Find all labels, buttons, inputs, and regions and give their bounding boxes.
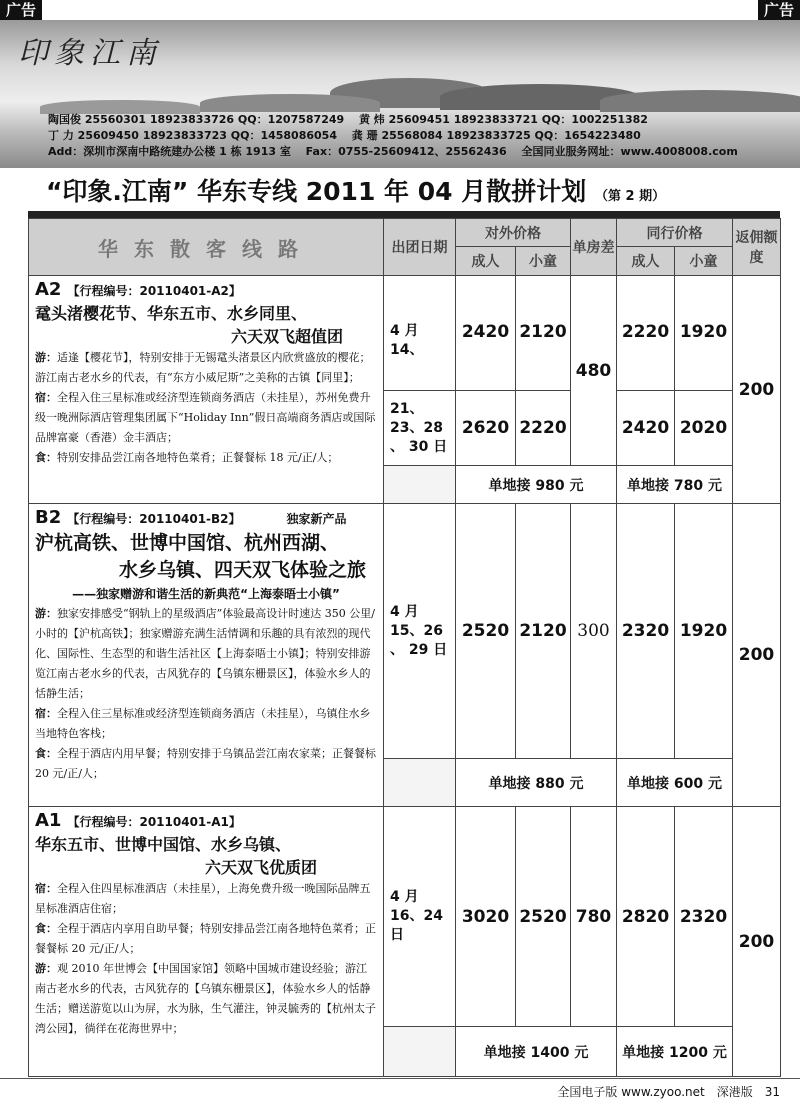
local-outside-price: 单地接 980 元 bbox=[456, 466, 617, 504]
route-number: 【行程编号：20110401-A2】 bbox=[67, 284, 241, 298]
issue-number: （第 2 期） bbox=[594, 189, 666, 204]
single-room-fee: 780 bbox=[571, 807, 617, 1027]
detail-tour: 游：独家安排感受“钢轨上的星级酒店”体验最高设计时速达 350 公里/小时的【沪杭高铁】；独家赠游充满生活情调和乐趣的具有浓烈的现代化、国际性、生态型的和谐生活社区【上海泰晤士小镇】；特别安排游览江南古老水乡的代表，古风犹存的【乌镇东栅景区】，体验水乡人的恬静生活； bbox=[35, 607, 375, 700]
header-adult: 成人 bbox=[456, 247, 516, 276]
footer-text: 全国电子版 www.zyoo.net 深港版 31 bbox=[557, 1085, 780, 1099]
local-outside-price: 单地接 1400 元 bbox=[456, 1027, 617, 1077]
local-peer-price: 单地接 1200 元 bbox=[617, 1027, 733, 1077]
price-adult: 2420 bbox=[456, 276, 516, 391]
peer-price-child: 2320 bbox=[675, 807, 733, 1027]
route-description bbox=[29, 276, 384, 504]
route-code: B2 bbox=[35, 507, 62, 528]
single-room-fee: 300 bbox=[571, 504, 617, 759]
detail-hotel: 宿：全程入住三星标准或经济型连锁商务酒店（未挂星），乌镇住水乡当地特色客栈； bbox=[35, 707, 371, 740]
local-peer-price: 单地接 600 元 bbox=[617, 759, 733, 807]
local-outside-price: 单地接 880 元 bbox=[456, 759, 617, 807]
rebate-amount: 200 bbox=[733, 807, 781, 1077]
header-single-room: 单房差 bbox=[571, 219, 617, 276]
header-adult: 成人 bbox=[617, 247, 675, 276]
peer-price-child: 1920 bbox=[675, 504, 733, 759]
exclusive-tag: 独家新产品 bbox=[286, 512, 347, 526]
route-description bbox=[29, 807, 384, 1077]
route-name: 六天双飞优质团 bbox=[205, 858, 318, 877]
route-description bbox=[29, 504, 384, 807]
header-depart: 出团日期 bbox=[384, 219, 456, 276]
header-rebate: 返佣额度 bbox=[733, 219, 781, 276]
detail-hotel: 宿：全程入住三星标准或经济型连锁商务酒店（未挂星），苏州免费升级一晚洲际酒店管理集团属下“Holiday Inn”假日高端商务酒店或国际品牌富豪（香港）金丰酒店； bbox=[35, 391, 376, 444]
depart-date: 4 月 14、 bbox=[384, 276, 456, 391]
detail-meal: 食：全程于酒店内用早餐；特别安排于乌镇品尝江南农家菜；正餐餐标 20 元/正/人； bbox=[35, 747, 376, 780]
route-subtitle: ——独家赠游和谐生活的新典范“上海泰晤士小镇” bbox=[72, 587, 340, 601]
price-adult: 2620 bbox=[456, 391, 516, 466]
route-name: 水乡乌镇、四天双飞体验之旅 bbox=[119, 559, 367, 581]
rebate-amount: 200 bbox=[733, 276, 781, 504]
price-child: 2120 bbox=[516, 504, 571, 759]
detail-meal: 食：特别安排品尝江南各地特色菜肴；正餐餐标 18 元/正/人； bbox=[35, 451, 339, 464]
route-name: 鼋头渚樱花节、华东五市、水乡同里、 bbox=[35, 304, 308, 323]
depart-date: 4 月 15、26 、 29 日 bbox=[384, 504, 456, 759]
peer-price-adult: 2420 bbox=[617, 391, 675, 466]
route-number: 【行程编号：20110401-A1】 bbox=[67, 815, 241, 829]
header-child: 小童 bbox=[516, 247, 571, 276]
peer-price-adult: 2820 bbox=[617, 807, 675, 1027]
ad-label-right: 广告 bbox=[758, 0, 800, 20]
price-adult: 3020 bbox=[456, 807, 516, 1027]
header-banner bbox=[0, 20, 800, 168]
price-adult: 2520 bbox=[456, 504, 516, 759]
contact-info bbox=[48, 112, 738, 160]
peer-price-adult: 2320 bbox=[617, 504, 675, 759]
tour-table bbox=[28, 218, 781, 1077]
detail-meal: 食：全程于酒店内享用自助早餐；特别安排品尝江南各地特色菜肴；正餐餐标 20 元/正/人； bbox=[35, 922, 376, 955]
price-child: 2520 bbox=[516, 807, 571, 1027]
contact-line: 丁 力 25609450 18923833723 QQ：1458086054 龚 珊 25568084 18923833725 QQ：1654223480 bbox=[48, 129, 641, 142]
contact-line: Add：深圳市深南中路统建办公楼 1 栋 1913 室 Fax：0755-25609412、25562436 全国同业服务网址：www.4008008.com bbox=[48, 145, 738, 158]
route-number: 【行程编号：20110401-B2】 bbox=[67, 512, 241, 526]
page-footer bbox=[0, 1078, 800, 1100]
detail-hotel: 宿：全程入住四星标准酒店（未挂星），上海免费升级一晚国际品牌五星标准酒店住宿； bbox=[35, 882, 371, 915]
route-code: A2 bbox=[35, 279, 62, 300]
peer-price-child: 2020 bbox=[675, 391, 733, 466]
brand-logo: 印象江南 bbox=[18, 36, 162, 71]
header-child: 小童 bbox=[675, 247, 733, 276]
table-top-bar bbox=[28, 211, 780, 218]
header-route: 华东散客线路 bbox=[29, 219, 384, 276]
peer-price-child: 1920 bbox=[675, 276, 733, 391]
contact-line: 陶国俊 25560301 18923833726 QQ：1207587249 黄 炜 25609451 18923833721 QQ：1002251382 bbox=[48, 113, 648, 126]
detail-tour: 游：观 2010 年世博会【中国国家馆】领略中国城市建设经验；游江南古老水乡的代表，古风犹存的【乌镇东栅景区】，体验水乡人的恬静生活；赠送游览以山为屏，水为脉，生气灌注，钟灵毓秀的【杭州太子湾公园】，徜徉在花海世界中； bbox=[35, 962, 376, 1035]
price-child: 2120 bbox=[516, 276, 571, 391]
route-name: 沪杭高铁、世博中国馆、杭州西湖、 bbox=[35, 532, 340, 554]
page-title: “印象.江南” 华东专线 2011 年 04 月散拼计划 （第 2 期） bbox=[46, 177, 666, 206]
local-peer-price: 单地接 780 元 bbox=[617, 466, 733, 504]
depart-date: 21、23、28 、 30 日 bbox=[384, 391, 456, 466]
detail-tour: 游：适逢【樱花节】，特别安排于无锡鼋头渚景区内欣赏盛放的樱花；游江南古老水乡的代表，有“东方小威尼斯”之美称的古镇【同里】； bbox=[35, 351, 371, 384]
depart-date: 4 月 16、24 日 bbox=[384, 807, 456, 1027]
peer-price-adult: 2220 bbox=[617, 276, 675, 391]
route-name: 华东五市、世博中国馆、水乡乌镇、 bbox=[35, 835, 292, 854]
price-child: 2220 bbox=[516, 391, 571, 466]
route-code: A1 bbox=[35, 810, 62, 831]
header-peer-price: 同行价格 bbox=[617, 219, 733, 247]
ad-label-left: 广告 bbox=[0, 0, 42, 20]
header-outside-price: 对外价格 bbox=[456, 219, 571, 247]
single-room-fee: 480 bbox=[571, 276, 617, 466]
rebate-amount: 200 bbox=[733, 504, 781, 807]
route-name: 六天双飞超值团 bbox=[231, 327, 344, 346]
